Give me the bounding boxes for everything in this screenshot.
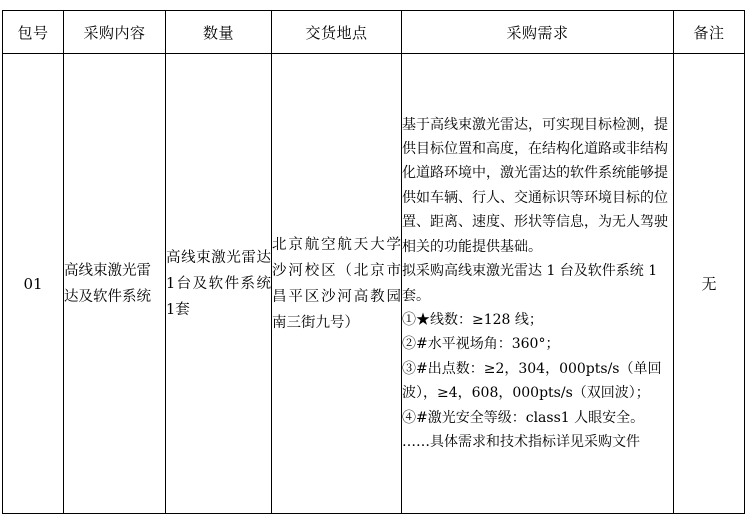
table-header-row [3,11,745,54]
requirements-item-fov: ②#水平视场角：360°； [402,336,560,353]
header-quantity: 数量 [166,11,272,54]
procurement-table [2,10,745,514]
header-requirements: 采购需求 [402,11,674,54]
header-location: 交货地点 [272,11,402,54]
cell-content: 高线束激光雷达及软件系统 [64,54,166,514]
header-package-no: 包号 [3,11,64,54]
table-row [3,54,745,514]
cell-remarks: 无 [674,54,745,514]
header-remarks: 备注 [674,11,745,54]
cell-requirements [402,54,674,514]
requirements-item-points: ③#出点数：≥2，304，000pts/s（单回波），≥4，608，000pts/s（双回波）； [402,360,662,402]
header-content: 采购内容 [64,11,166,54]
requirements-intro: 基于高线束激光雷达，可实现目标检测，提供目标位置和高度，在结构化道路或非结构化道路环境中，激光雷达的软件系统能够提供如车辆、行人、交通标识等环境目标的位置、距离、速度、形状等信息，为无人驾驶相关的功能提供基础。 [402,116,668,255]
cell-location: 北京航空航天大学沙河校区（北京市昌平区沙河高教园南三街九号） [272,54,402,514]
requirements-note: ……具体需求和技术指标详见采购文件 [402,433,640,450]
requirements-item-laser-safety: ④#激光安全等级：class1 人眼安全。 [402,409,645,426]
cell-quantity: 高线束激光雷达1台及软件系统1套 [166,54,272,514]
cell-package-no: 01 [3,54,64,514]
requirements-purchase-plan: 拟采购高线束激光雷达 1 台及软件系统 1 套。 [402,263,658,304]
requirements-item-lines: ①★线数：≥128 线； [402,311,543,328]
